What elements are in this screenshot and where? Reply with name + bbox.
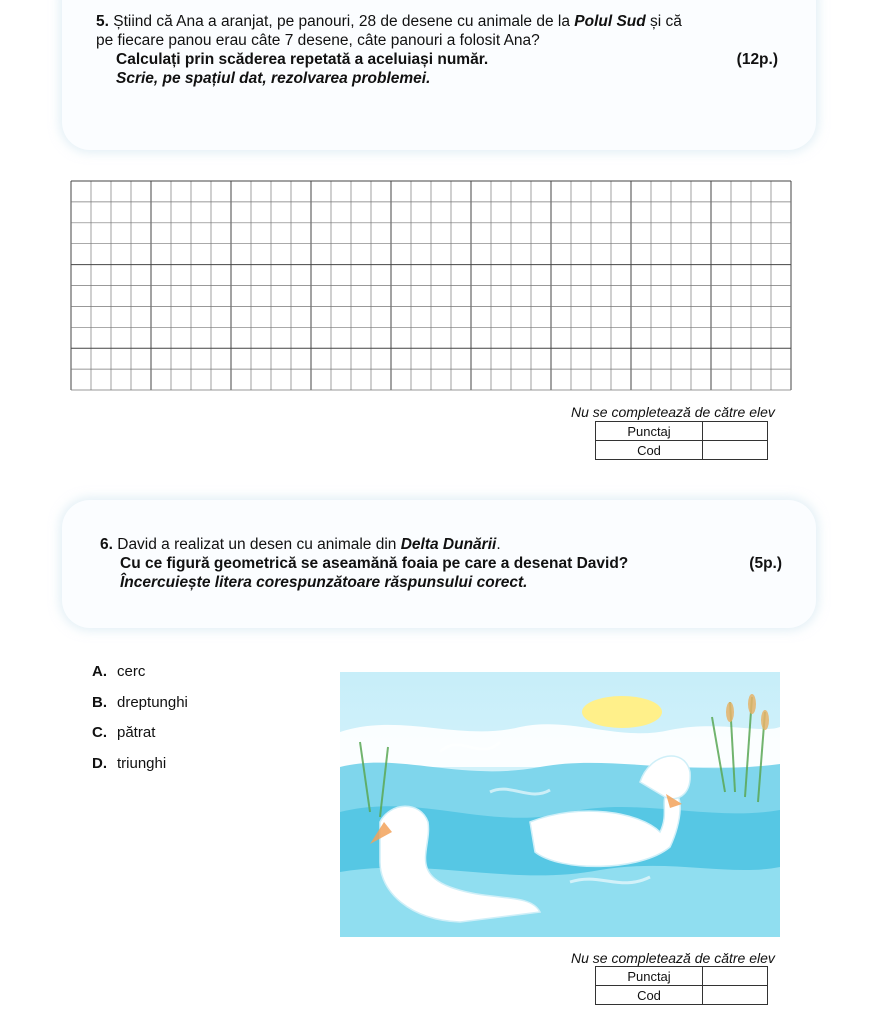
score-label: Punctaj xyxy=(596,967,703,986)
sun-shape xyxy=(582,696,662,728)
question-6-question: Cu ce figură geometrică se aseamănă foaia pe care a desenat David? xyxy=(120,555,629,572)
question-5-instruction: Calculați prin scăderea repetată a aceluiași număr. xyxy=(116,51,489,68)
question-6 xyxy=(100,535,790,592)
question-6-line-1 xyxy=(100,535,790,554)
option-text: pătrat xyxy=(117,724,156,741)
question-5-points: (12p.) xyxy=(736,51,778,68)
question-6-text-a: David a realizat un desen cu animale din xyxy=(112,536,401,553)
score-value-cell xyxy=(703,422,768,441)
question-5-text-a: Știind că Ana a aranjat, pe panouri, 28 de desene cu animale de la xyxy=(108,13,575,30)
answer-grid[interactable] xyxy=(70,180,792,391)
score-box-2 xyxy=(595,966,768,1005)
question-6-number: 6. xyxy=(100,536,113,553)
question-5-number: 5. xyxy=(96,13,109,30)
drawing-swans-image xyxy=(340,672,780,937)
option-letter: B. xyxy=(92,693,107,711)
question-6-place: Delta Dunării xyxy=(400,536,497,553)
option-letter: D. xyxy=(92,754,107,772)
question-5-line-2: pe fiecare panou erau câte 7 desene, câte panouri a folosit Ana? xyxy=(96,32,540,49)
option-text: cerc xyxy=(117,663,146,680)
answer-options xyxy=(92,663,188,785)
question-6-points: (5p.) xyxy=(749,555,782,572)
question-5-line-1 xyxy=(96,12,786,31)
option-text: dreptunghi xyxy=(117,693,188,711)
option-c[interactable] xyxy=(92,724,188,755)
code-label: Cod xyxy=(596,986,703,1005)
score-box-1 xyxy=(595,421,768,460)
score-box-1-note: Nu se completează de către elev xyxy=(571,404,775,420)
option-d[interactable] xyxy=(92,755,188,786)
option-letter: A. xyxy=(92,663,107,680)
question-6-hint: Încercuiește litera corespunzătoare răspunsului corect. xyxy=(120,574,528,591)
score-value-cell xyxy=(703,967,768,986)
option-letter: C. xyxy=(92,724,107,741)
option-b[interactable] xyxy=(92,694,188,725)
score-box-2-note: Nu se completează de către elev xyxy=(571,950,775,966)
code-label: Cod xyxy=(596,441,703,460)
question-5 xyxy=(96,12,786,88)
code-value-cell xyxy=(703,441,768,460)
question-6-text-b: . xyxy=(496,536,501,553)
code-value-cell xyxy=(703,986,768,1005)
score-label: Punctaj xyxy=(596,422,703,441)
question-5-place: Polul Sud xyxy=(574,13,646,30)
question-5-text-b: și că xyxy=(645,13,682,30)
question-5-hint: Scrie, pe spațiul dat, rezolvarea problemei. xyxy=(116,70,431,87)
option-text: triunghi xyxy=(117,754,167,772)
option-a[interactable] xyxy=(92,663,188,694)
